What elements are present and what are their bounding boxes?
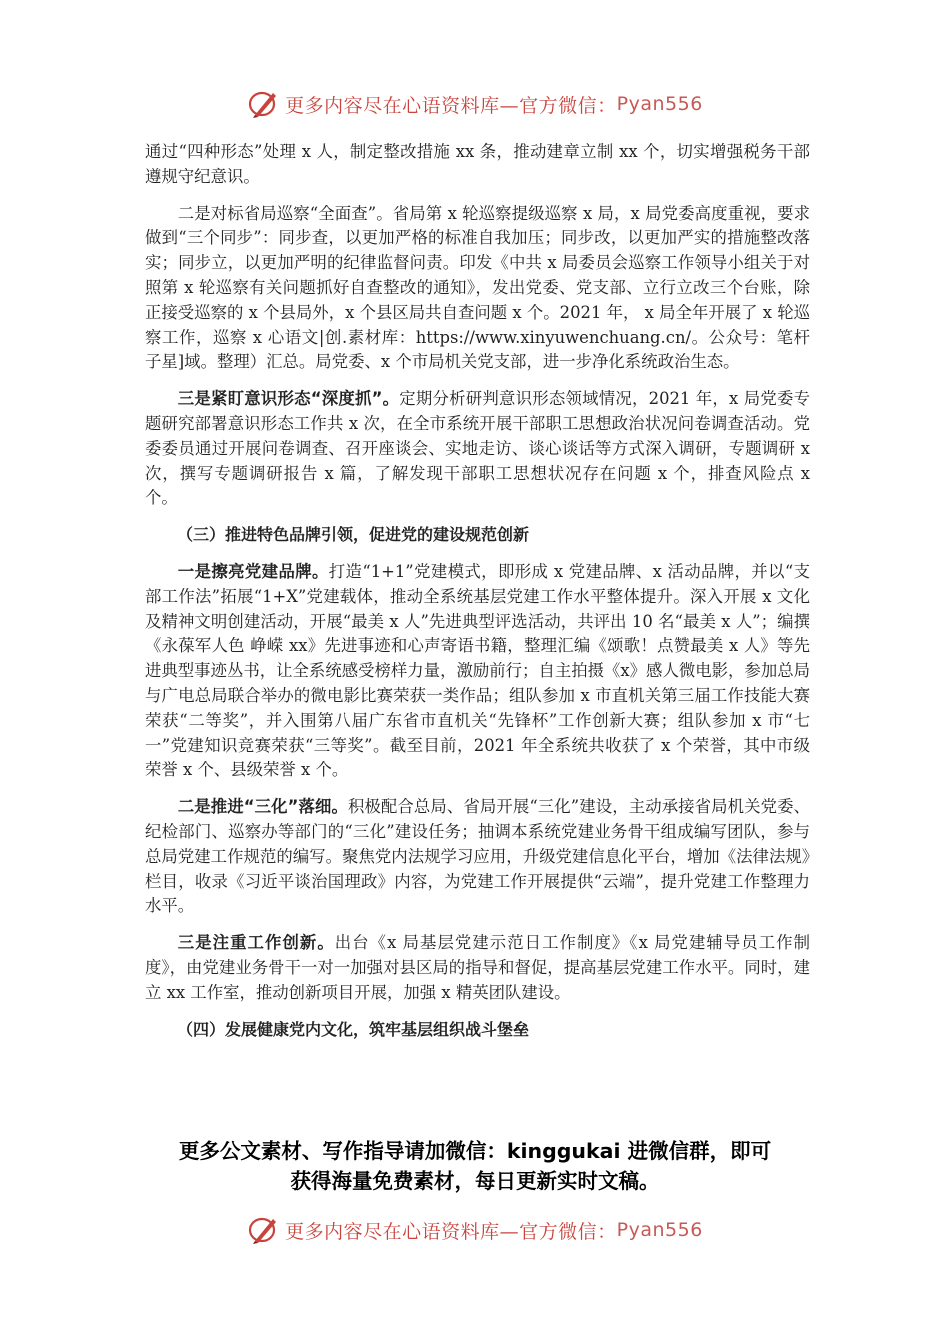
paragraph-lead: 二是推进“三化”落细。 (177, 797, 348, 817)
header-banner (0, 84, 950, 124)
paragraph-lead: 一是擦亮党建品牌。 (177, 561, 329, 581)
paragraph: 二是对标省局巡察“全面查”。省局第 x 轮巡察提级巡察 x 局，x 局党委高度重视，要求做到“三个同步”：同步查，以更加严格的标准自我加压；同步改，以更加严实的措施整改落实；同步立，以更加严明的纪律监督问责。印发《中共 x 局委员会巡察工作领导小组关于对照第 x 轮巡察有关问题抓好自查整改的通知》，发出党委、党支部、立行立改三个台账，除正接受巡察的 x 个县局外，x 个县区局共自查问题 x 个。2021 年， x 局全年开展了 x 轮巡察工作，巡察 x 心语文|创.素材库：https://www.xinyuwenchuang.cn/。公众号：笔杆子星]域。整理）汇总。局党委、x 个市局机关党支部，进一步净化系统政治生态。 (145, 203, 810, 372)
paragraph-lead: 三是紧盯意识形态“深度抓”。 (177, 389, 400, 409)
pen-logo-icon (247, 1213, 281, 1247)
pen-logo-icon (247, 87, 281, 121)
document-body (145, 140, 810, 1054)
footer-banner (0, 1210, 950, 1250)
paragraph-text: 打造“1+1”党建模式，即形成 x 党建品牌、x 活动品牌，并以“支部工作法”拓展“1+X”党建载体，推动全系统基层党建工作水平整体提升。深入开展 x 文化及精神文明创建活动，开展“最美 x 人”先进典型评选活动，共评出 10 名“最美 x 人”；编撰《永葆军人色 峥嵘 xx》先进事迹和心声寄语书籍，整理汇编《颂歌！点赞最美 x 人》等先进典型事迹丛书，让全系统感受榜样力量，激励前行；自主拍摄《x》感人微电影，参加总局与广电总局联合举办的微电影比赛荣获一类作品；组队参加 x 市直机关第三届工作技能大赛荣获“二等奖”，并入围第八届广东省市直机关“先锋杯”工作创新大赛；组队参加 x 市“七一”党建知识竞赛荣获“三等奖”。截至目前，2021 年全系统共收获了 x 个荣誉，其中市级荣誉 x 个、县级荣誉 x 个。 (145, 561, 810, 780)
promo-line: 获得海量免费素材，每日更新实时文稿。 (290, 1169, 660, 1193)
paragraph-text: 定期分析研判意识形态领域情况，2021 年，x 局党委专题研究部署意识形态工作共 x 次，在全市系统开展干部职工思想政治状况问卷调查活动。党委委员通过开展问卷调查、召开座谈会、实地走访、谈心谈话等方式深入调研，专题调研 x 次，撰写专题调研报告 x 篇，了解发现干部职工思想状况存在问题 x 个，排查风险点 x 个。 (145, 389, 810, 508)
paragraph (145, 387, 810, 511)
banner-handle: Pyan556 (616, 93, 703, 115)
section-heading: （四）发展健康党内文化，筑牢基层组织战斗堡垒 (177, 1019, 530, 1039)
section-heading: （三）推进特色品牌引领，促进党的建设规范创新 (177, 525, 530, 545)
paragraph (145, 560, 810, 783)
paragraph-text: 积极配合总局、省局开展“三化”建设，主动承接省局机关党委、纪检部门、巡察办等部门的“三化”建设任务；抽调本系统党建业务骨干组成编写团队，参与总局党建工作规范的编写。聚焦党内法规学习应用，升级党建信息化平台，增加《法律法规》栏目，收录《习近平谈治国理政》内容，为党建工作开展提供“云端”，提升党建工作整理力水平。 (145, 797, 810, 916)
paragraph: 通过“四种形态”处理 x 人，制定整改措施 xx 条，推动建章立制 xx 个，切实增强税务干部遵规守纪意识。 (145, 142, 810, 186)
paragraph (145, 931, 810, 1005)
paragraph (145, 795, 810, 919)
promo-line: 更多公文素材、写作指导请加微信：kinggukai 进微信群，即可 (178, 1139, 772, 1163)
banner-text: 更多内容尽在心语资料库—官方微信： (285, 1220, 617, 1243)
paragraph-lead: 三是注重工作创新。 (177, 933, 335, 953)
banner-handle: Pyan556 (616, 1219, 703, 1241)
paragraph-text: 出台《x 局基层党建示范日工作制度》《x 局党建辅导员工作制度》，由党建业务骨干一对一加强对县区局的指导和督促，提高基层党建工作水平。同时，建立 xx 工作室，推动创新项目开展，加强 x 精英团队建设。 (145, 933, 810, 1002)
promo-notice (120, 1136, 830, 1196)
banner-text: 更多内容尽在心语资料库—官方微信： (285, 94, 617, 117)
